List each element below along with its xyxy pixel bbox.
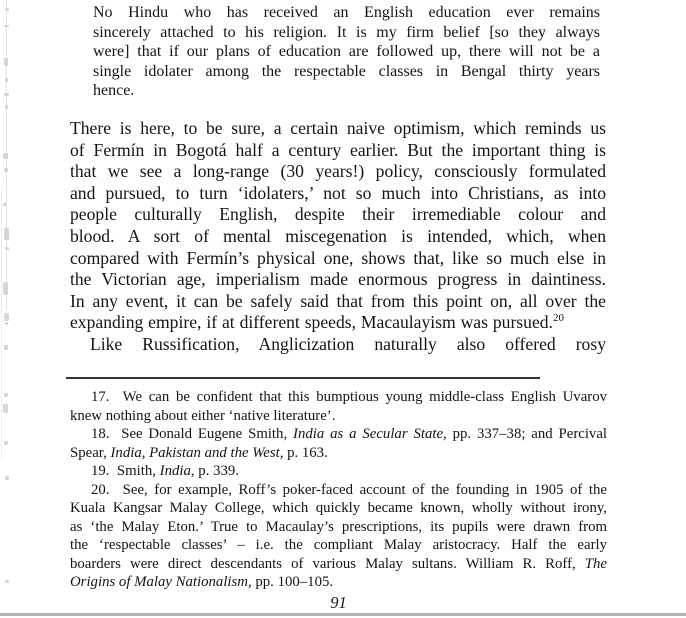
footnote-text: p. 339.	[194, 463, 239, 479]
scan-artifact	[5, 322, 8, 325]
footnote-text: p. 163.	[283, 444, 328, 461]
text-line: were] that if our plans of education are followed up, there will not be a	[93, 43, 600, 61]
text-line: hence.	[93, 82, 135, 100]
scan-artifact	[4, 168, 8, 172]
footnote-text: pp. 337–38; and Percival	[446, 426, 608, 442]
scan-artifact	[3, 203, 7, 206]
footnote-text: 20. See, for example, Roff’s poker-faced account of the founding in 1905 of the	[91, 481, 607, 498]
text-line: people culturally English, despite their irremediable colour and	[70, 204, 606, 225]
scan-artifact	[4, 25, 9, 27]
footnote-divider	[66, 377, 540, 379]
paragraph-last-line-text: expanding empire, if at different speeds, Macaulayism was pursued.	[70, 312, 553, 333]
text-line: and pursued, to turn ‘idolaters,’ not so much into Christians, as into	[70, 182, 606, 203]
footnote-text: 18. See Donald Eugene Smith,	[91, 426, 294, 442]
scan-artifact	[5, 105, 8, 109]
text-line: single idolater among the respectable classes in Bengal thirty years	[93, 62, 600, 80]
scan-artifact	[3, 282, 8, 295]
scan-artifact	[5, 476, 9, 480]
footnote-line	[70, 425, 607, 444]
scan-artifact	[4, 58, 8, 66]
footnote	[70, 388, 607, 425]
scan-artifact	[4, 393, 8, 397]
footnote-text: pp. 100–105.	[251, 574, 334, 590]
footnote-text: Spear,	[70, 444, 111, 461]
footnote	[70, 481, 607, 592]
footnote	[70, 462, 607, 481]
body-text	[70, 118, 606, 356]
footnote-text: 17. We can be confident that this bumptious young middle-class English Uvarov	[91, 389, 607, 405]
footnote-line	[70, 555, 607, 574]
footnote-text: boarders were direct descendants of various Malay sultans. William R. Roff,	[70, 555, 585, 572]
book-title-italic: The	[584, 555, 607, 572]
footnote-text: Kuala Kangsar Malay College, which quickly became known, wholly without irony,	[70, 500, 607, 516]
scan-artifact	[3, 404, 8, 413]
footnote-line	[70, 388, 607, 407]
scan-artifact	[3, 153, 8, 159]
scan-edge-line	[1, 190, 2, 460]
text-line: There is here, to be sure, a certain naive optimism, which reminds us	[70, 118, 606, 138]
scan-artifact	[5, 580, 9, 583]
scan-artifact	[4, 313, 9, 321]
paragraph-first-line: Like Russification, Anglicization naturally also offered rosy	[90, 333, 606, 354]
scan-artifact	[5, 247, 9, 250]
block-quote	[93, 3, 600, 101]
page-number: 91	[330, 593, 347, 612]
footnotes-section	[70, 388, 607, 592]
paragraph	[70, 118, 606, 312]
footnote-line	[70, 444, 607, 463]
footnote-line	[70, 573, 607, 592]
book-title-italic: India as a Secular State,	[293, 426, 447, 442]
footnote-line	[70, 536, 607, 555]
text-line: In any event, it can be safely said that from this point on, all over the	[70, 290, 606, 311]
text-line: of Fermín in Bogotá half a century earlier. But the important thing is	[70, 139, 606, 160]
footnote-reference-20: 20	[552, 312, 564, 325]
text-line: blood. A sort of mental miscegenation is intended, which, when	[70, 225, 606, 246]
scan-artifact	[4, 441, 8, 445]
footnote-line	[70, 518, 607, 537]
footnote-line	[70, 481, 607, 500]
footnote-text: as ‘the Malay Eton.’ True to Macaulay’s prescriptions, its pupils were drawn from	[70, 518, 607, 535]
footnote	[70, 425, 607, 462]
scan-artifact	[5, 8, 9, 11]
scan-artifact	[5, 78, 8, 82]
text-line: compared with Fermín’s physical one, shows that, like so much else in	[70, 247, 606, 268]
book-title-italic: India,	[159, 463, 195, 479]
scan-bottom-edge	[0, 613, 686, 616]
text-line: No Hindu who has received an English education ever remains	[93, 4, 600, 21]
paragraph-last-line	[70, 312, 606, 334]
footnote-line	[70, 407, 607, 426]
text-line: the Victorian age, imperialism made enormous progress in daintiness.	[70, 269, 606, 290]
footnote-text: knew nothing about either ‘native literature’.	[70, 407, 336, 424]
scan-artifact	[4, 228, 9, 240]
footnote-line	[70, 462, 607, 481]
scan-artifact	[4, 93, 9, 96]
footnote-text: 19. Smith,	[91, 463, 160, 479]
footnote-text: the ‘respectable classes’ – i.e. the compliant Malay aristocracy. Half the early	[70, 537, 607, 553]
book-title-italic: Origins of Malay Nationalism,	[70, 574, 252, 590]
footnote-line	[70, 499, 607, 518]
book-title-italic: India, Pakistan and the West,	[110, 444, 284, 461]
scan-artifact	[4, 345, 8, 350]
text-line: sincerely attached to his religion. It is my firm belief [so they always	[93, 23, 600, 41]
text-line: that we see a long-range (30 years!) policy, consciously formulated	[70, 161, 606, 182]
